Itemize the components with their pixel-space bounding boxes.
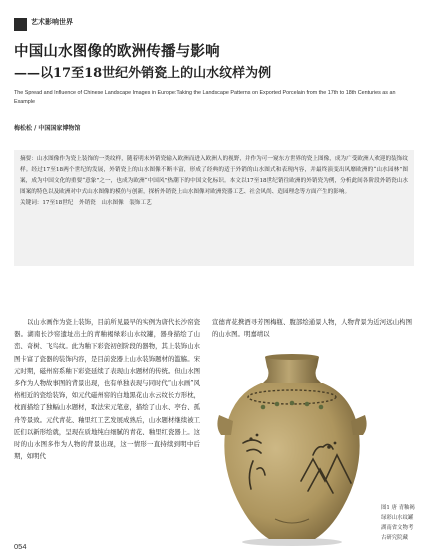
figure-jar-image — [213, 351, 371, 547]
article-subtitle: ——以17至18世纪外销瓷上的山水纹样为例 — [14, 66, 272, 81]
article-title: 中国山水图像的欧洲传播与影响 — [14, 43, 220, 60]
section-marker-square — [14, 18, 27, 31]
section-header: 艺术影响世界 — [31, 18, 73, 26]
author-line: 梅松松 / 中国国家博物馆 — [14, 125, 81, 132]
abstract-body: 摘要：山水图像作为瓷上装饰的一类纹样，随着明末外销瓷输入欧洲而进入欧洲人的视野，并作为可一窥东方世界的瓷上图像，成为广受欧洲人欢迎的装饰纹样。经过17至18两个世纪的发展，外销瓷上的山水图像不断丰富，形成了经典的适于外销的山水图式和表现内容，并最终演变出风靡欧洲的“山水园林”图案，成为中国文化的重要“意象”之一，也成为欧洲“中国风”热潮下的中国文化标识。本文以17至18世纪销往欧洲的外销瓷为例，分析此间各阶段外销瓷山水图案的特色以及欧洲对中式山水图像的模仿与创新，探析外销瓷上山水图像对欧洲瓷器工艺、社会风尚、造园理念等方面产生的影响。 — [20, 156, 408, 196]
english-title: The Spread and Influence of Chinese Landscape Images in Europe:Taking the Landscape Patterns on Exported Porcelain from the 17th to 18th Centuries as an Example — [14, 90, 396, 105]
figure-caption: 图1 唐 青釉褐绿彩山水纹罐 湖南省文物考古研究院藏 — [381, 505, 415, 541]
body-text-left — [14, 316, 200, 462]
page-number: 054 — [14, 542, 27, 551]
body-text-right — [212, 316, 412, 340]
body-right-paragraph: 宣德青花携酒寻芳图梅瓶、腹部绘通景人物，人物背景为近河远山构图的山水图。明嘉靖以 — [212, 318, 412, 339]
keywords: 关键词：17至18世纪 外销瓷 山水图像 装饰工艺 — [20, 200, 152, 207]
body-left-paragraph: 以山水画作为瓷上装饰，目前所见最早的实例为唐代长沙窑瓷器。湖南长沙窑遗址出土的青釉褐绿彩山水纹罐，器身描绘了山峦、奇树、飞鸟纹。此为釉下彩瓷初创阶段的器物，其上装饰山水图卡富了瓷器的装饰内容，是目前瓷器上山水装饰题材的滥觞。宋元时期，磁州窑系釉下彩瓷延续了表现山水题材的传统。但山水图多作为人物故事图的背景出现，也有单独表现与同时代“山水画”风格相近的瓷绘装饰，如元代磁州窑的白地黑花山水云纹长方形枕，枕面描绘了独幅山水题材，取法宋元笔意，描绘了山水、亭台、孤舟等景致。元代青花、釉里红工艺发展成熟后，山水题材继续被工匠们以新形绘就，呈现在质地纯白细腻的青花、釉里红瓷器上。这时的山水图多作为人物的背景出现，这一情形一直持续到明中后期，如明代 — [14, 318, 200, 461]
abstract — [20, 154, 408, 209]
